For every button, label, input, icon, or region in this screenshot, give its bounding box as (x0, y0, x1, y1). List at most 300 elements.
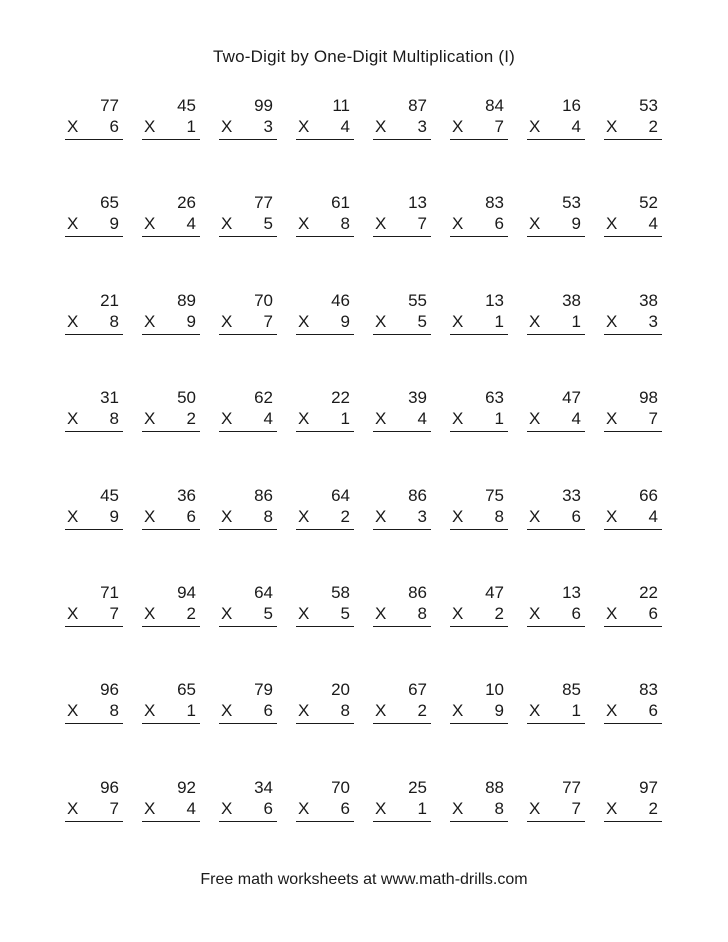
multiplication-problem (296, 778, 354, 838)
multiplicand: 13 (408, 193, 427, 213)
multiplier: 4 (340, 117, 350, 136)
multiplication-problem (65, 291, 123, 351)
multiplicand: 55 (408, 290, 427, 310)
times-sign: X (298, 798, 310, 818)
multiplication-problem (142, 680, 200, 740)
multiplier: 8 (109, 701, 119, 721)
multiplication-problem (219, 193, 277, 253)
multiplication-problem (450, 193, 508, 253)
multiplier: 6 (648, 603, 658, 623)
multiplier: 9 (109, 214, 119, 234)
multiplicand: 62 (254, 388, 273, 408)
multiplier: 7 (494, 117, 504, 136)
multiplication-problem (219, 388, 277, 448)
multiplier: 1 (186, 701, 196, 721)
times-sign: X (375, 409, 387, 429)
answer-rule (604, 723, 662, 724)
answer-rule (142, 431, 200, 432)
answer-rule (450, 529, 508, 530)
multiplier-line (296, 507, 350, 527)
multiplier-line (450, 409, 504, 429)
multiplicand: 22 (639, 582, 658, 602)
times-sign: X (606, 701, 618, 721)
multiplicand: 45 (177, 96, 196, 115)
answer-rule (450, 334, 508, 335)
times-sign: X (606, 117, 618, 136)
multiplicand: 77 (562, 777, 581, 797)
multiplier-line (604, 507, 658, 527)
multiplier-line (373, 799, 427, 819)
times-sign: X (221, 409, 233, 429)
times-sign: X (221, 506, 233, 526)
multiplication-problem (142, 778, 200, 838)
multiplier-line (219, 507, 273, 527)
answer-rule (219, 139, 277, 140)
multiplier-line (527, 117, 581, 137)
answer-rule (373, 529, 431, 530)
multiplier: 8 (340, 701, 350, 721)
multiplication-problem (373, 486, 431, 546)
multiplier: 2 (186, 603, 196, 623)
answer-rule (296, 431, 354, 432)
multiplication-problem (65, 680, 123, 740)
multiplicand: 64 (254, 582, 273, 602)
multiplicand: 89 (177, 290, 196, 310)
multiplicand: 53 (562, 193, 581, 213)
multiplier: 1 (571, 701, 581, 721)
multiplier: 6 (571, 506, 581, 526)
multiplicand: 77 (254, 193, 273, 213)
multiplier-line (373, 701, 427, 721)
multiplier-line (527, 214, 581, 234)
multiplier: 9 (494, 701, 504, 721)
answer-rule (450, 723, 508, 724)
multiplication-problem (604, 583, 662, 643)
answer-rule (527, 821, 585, 822)
multiplier-line (527, 507, 581, 527)
multiplier: 4 (648, 506, 658, 526)
multiplier: 4 (571, 117, 581, 136)
multiplier-line (296, 409, 350, 429)
multiplier: 6 (494, 214, 504, 234)
multiplier: 1 (186, 117, 196, 136)
times-sign: X (529, 311, 541, 331)
multiplicand: 92 (177, 777, 196, 797)
multiplicand: 13 (562, 582, 581, 602)
times-sign: X (298, 117, 310, 136)
problem-grid (65, 96, 660, 875)
multiplier-line (219, 799, 273, 819)
multiplier-line (373, 604, 427, 624)
multiplier: 7 (648, 409, 658, 429)
multiplication-problem (142, 583, 200, 643)
multiplier: 4 (417, 409, 427, 429)
multiplicand: 31 (100, 388, 119, 408)
times-sign: X (375, 214, 387, 234)
times-sign: X (452, 506, 464, 526)
multiplier-line (219, 117, 273, 137)
multiplier-line (65, 409, 119, 429)
multiplication-problem (373, 96, 431, 156)
times-sign: X (375, 311, 387, 331)
multiplier: 8 (417, 603, 427, 623)
multiplication-problem (296, 96, 354, 156)
times-sign: X (298, 603, 310, 623)
multiplier-line (373, 409, 427, 429)
multiplier: 1 (340, 409, 350, 429)
multiplicand: 99 (254, 96, 273, 115)
multiplier-line (296, 117, 350, 137)
multiplier-line (65, 701, 119, 721)
multiplicand: 84 (485, 96, 504, 115)
answer-rule (142, 529, 200, 530)
answer-rule (450, 236, 508, 237)
multiplier-line (142, 117, 196, 137)
multiplicand: 63 (485, 388, 504, 408)
multiplication-problem (450, 486, 508, 546)
multiplication-problem (604, 778, 662, 838)
times-sign: X (298, 506, 310, 526)
multiplier-line (604, 117, 658, 137)
multiplicand: 94 (177, 582, 196, 602)
multiplicand: 86 (408, 582, 427, 602)
times-sign: X (529, 603, 541, 623)
multiplier: 2 (648, 798, 658, 818)
multiplier-line (604, 312, 658, 332)
multiplicand: 38 (639, 290, 658, 310)
multiplication-problem (604, 291, 662, 351)
times-sign: X (375, 603, 387, 623)
multiplier-line (296, 701, 350, 721)
answer-rule (296, 821, 354, 822)
multiplier-line (450, 604, 504, 624)
answer-rule (604, 334, 662, 335)
times-sign: X (67, 117, 79, 136)
multiplicand: 77 (100, 96, 119, 115)
times-sign: X (375, 701, 387, 721)
multiplier: 2 (186, 409, 196, 429)
multiplier-line (219, 312, 273, 332)
multiplier-line (527, 701, 581, 721)
answer-rule (604, 821, 662, 822)
answer-rule (219, 431, 277, 432)
multiplication-problem (604, 680, 662, 740)
times-sign: X (144, 603, 156, 623)
multiplicand: 21 (100, 290, 119, 310)
answer-rule (527, 139, 585, 140)
times-sign: X (221, 701, 233, 721)
times-sign: X (606, 409, 618, 429)
worksheet-title: Two-Digit by One-Digit Multiplication (I) (212, 47, 515, 66)
multiplicand: 70 (254, 290, 273, 310)
multiplication-problem (604, 96, 662, 156)
times-sign: X (606, 798, 618, 818)
times-sign: X (67, 311, 79, 331)
times-sign: X (452, 603, 464, 623)
multiplication-problem (142, 193, 200, 253)
times-sign: X (221, 798, 233, 818)
multiplication-problem (296, 193, 354, 253)
multiplier: 3 (417, 506, 427, 526)
answer-rule (142, 626, 200, 627)
multiplier: 1 (494, 409, 504, 429)
multiplier: 6 (648, 701, 658, 721)
answer-rule (296, 236, 354, 237)
multiplier: 2 (340, 506, 350, 526)
answer-rule (219, 723, 277, 724)
multiplication-problem (373, 388, 431, 448)
answer-rule (527, 529, 585, 530)
multiplication-problem (65, 388, 123, 448)
times-sign: X (529, 701, 541, 721)
multiplier-line (142, 507, 196, 527)
multiplier: 5 (263, 603, 273, 623)
times-sign: X (452, 117, 464, 136)
answer-rule (450, 139, 508, 140)
times-sign: X (67, 701, 79, 721)
multiplier-line (604, 701, 658, 721)
multiplication-problem (373, 193, 431, 253)
multiplicand: 79 (254, 680, 273, 700)
multiplier-line (219, 701, 273, 721)
multiplicand: 33 (562, 485, 581, 505)
multiplicand: 65 (100, 193, 119, 213)
multiplier-line (373, 214, 427, 234)
multiplication-problem (142, 96, 200, 156)
answer-rule (373, 431, 431, 432)
multiplier-line (65, 312, 119, 332)
multiplication-problem (527, 583, 585, 643)
times-sign: X (221, 117, 233, 136)
multiplier: 2 (417, 701, 427, 721)
answer-rule (373, 723, 431, 724)
multiplicand: 38 (562, 290, 581, 310)
answer-rule (604, 529, 662, 530)
answer-rule (296, 529, 354, 530)
answer-rule (450, 626, 508, 627)
multiplier: 4 (571, 409, 581, 429)
answer-rule (604, 139, 662, 140)
times-sign: X (452, 701, 464, 721)
multiplier-line (604, 214, 658, 234)
multiplication-problem (296, 388, 354, 448)
multiplicand: 75 (485, 485, 504, 505)
answer-rule (219, 334, 277, 335)
times-sign: X (529, 506, 541, 526)
answer-rule (604, 431, 662, 432)
answer-rule (450, 821, 508, 822)
answer-rule (373, 236, 431, 237)
multiplier-line (296, 214, 350, 234)
multiplication-problem (219, 778, 277, 838)
multiplier-line (219, 409, 273, 429)
multiplication-problem (604, 388, 662, 448)
multiplier-line (142, 604, 196, 624)
multiplicand: 53 (639, 96, 658, 115)
multiplication-problem (450, 583, 508, 643)
multiplicand: 86 (254, 485, 273, 505)
multiplicand: 26 (177, 193, 196, 213)
answer-rule (527, 334, 585, 335)
multiplier: 4 (648, 214, 658, 234)
times-sign: X (144, 214, 156, 234)
multiplier-line (142, 799, 196, 819)
answer-rule (373, 821, 431, 822)
multiplier-line (65, 214, 119, 234)
multiplier: 6 (186, 506, 196, 526)
multiplier: 8 (494, 798, 504, 818)
multiplication-problem (219, 486, 277, 546)
multiplicand: 25 (408, 777, 427, 797)
multiplier: 8 (109, 311, 119, 331)
times-sign: X (375, 798, 387, 818)
answer-rule (373, 334, 431, 335)
multiplicand: 45 (100, 485, 119, 505)
multiplicand: 83 (485, 193, 504, 213)
multiplicand: 10 (485, 680, 504, 700)
multiplication-problem (527, 291, 585, 351)
multiplication-problem (527, 96, 585, 156)
multiplicand: 58 (331, 582, 350, 602)
multiplier: 6 (263, 701, 273, 721)
answer-rule (142, 334, 200, 335)
multiplication-problem (450, 680, 508, 740)
times-sign: X (298, 409, 310, 429)
multiplication-problem (219, 680, 277, 740)
times-sign: X (221, 603, 233, 623)
multiplier-line (604, 799, 658, 819)
multiplier-line (450, 701, 504, 721)
times-sign: X (529, 117, 541, 136)
times-sign: X (67, 603, 79, 623)
times-sign: X (529, 409, 541, 429)
multiplication-problem (527, 486, 585, 546)
multiplicand: 52 (639, 193, 658, 213)
times-sign: X (375, 506, 387, 526)
multiplication-problem (65, 778, 123, 838)
answer-rule (219, 236, 277, 237)
answer-rule (142, 723, 200, 724)
multiplication-problem (527, 193, 585, 253)
multiplier-line (604, 604, 658, 624)
multiplication-problem (604, 486, 662, 546)
multiplication-problem (373, 778, 431, 838)
multiplier-line (296, 312, 350, 332)
multiplier-line (373, 117, 427, 137)
times-sign: X (452, 409, 464, 429)
multiplicand: 11 (332, 96, 350, 115)
times-sign: X (67, 409, 79, 429)
multiplier: 4 (186, 214, 196, 234)
multiplication-problem (450, 291, 508, 351)
multiplier: 9 (109, 506, 119, 526)
times-sign: X (221, 311, 233, 331)
multiplicand: 66 (639, 485, 658, 505)
multiplicand: 85 (562, 680, 581, 700)
multiplier-line (219, 604, 273, 624)
multiplicand: 61 (331, 193, 350, 213)
answer-rule (527, 723, 585, 724)
times-sign: X (452, 214, 464, 234)
multiplier-line (65, 604, 119, 624)
multiplier-line (450, 507, 504, 527)
times-sign: X (606, 311, 618, 331)
multiplication-problem (373, 680, 431, 740)
multiplier: 8 (494, 506, 504, 526)
multiplicand: 13 (485, 290, 504, 310)
times-sign: X (221, 214, 233, 234)
multiplicand: 88 (485, 777, 504, 797)
footer-text: Free math worksheets at www.math-drills.com (200, 871, 528, 888)
times-sign: X (529, 798, 541, 818)
times-sign: X (452, 798, 464, 818)
multiplier-line (142, 409, 196, 429)
answer-rule (373, 139, 431, 140)
multiplier-line (142, 312, 196, 332)
multiplier-line (142, 214, 196, 234)
multiplier-line (142, 701, 196, 721)
multiplier: 8 (340, 214, 350, 234)
multiplier: 7 (571, 798, 581, 818)
multiplier-line (65, 117, 119, 137)
multiplier-line (373, 507, 427, 527)
answer-rule (296, 139, 354, 140)
times-sign: X (144, 311, 156, 331)
times-sign: X (298, 311, 310, 331)
times-sign: X (144, 506, 156, 526)
multiplicand: 16 (562, 96, 581, 115)
answer-rule (142, 821, 200, 822)
multiplier: 3 (648, 311, 658, 331)
answer-rule (219, 821, 277, 822)
times-sign: X (144, 701, 156, 721)
multiplier-line (65, 799, 119, 819)
multiplication-problem (527, 388, 585, 448)
multiplicand: 65 (177, 680, 196, 700)
multiplication-problem (373, 291, 431, 351)
multiplier-line (527, 312, 581, 332)
multiplier: 8 (263, 506, 273, 526)
multiplicand: 87 (408, 96, 427, 115)
times-sign: X (606, 603, 618, 623)
multiplicand: 71 (100, 582, 119, 602)
multiplier: 4 (263, 409, 273, 429)
multiplier: 2 (494, 603, 504, 623)
times-sign: X (67, 506, 79, 526)
answer-rule (527, 431, 585, 432)
multiplication-problem (219, 291, 277, 351)
answer-rule (65, 626, 123, 627)
multiplicand: 96 (100, 777, 119, 797)
multiplicand: 46 (331, 290, 350, 310)
multiplication-problem (296, 291, 354, 351)
answer-rule (65, 431, 123, 432)
multiplier-line (450, 312, 504, 332)
multiplier: 7 (417, 214, 427, 234)
answer-rule (65, 821, 123, 822)
answer-rule (65, 529, 123, 530)
times-sign: X (144, 409, 156, 429)
answer-rule (65, 139, 123, 140)
answer-rule (142, 236, 200, 237)
answer-rule (527, 626, 585, 627)
multiplicand: 96 (100, 680, 119, 700)
multiplier: 6 (109, 117, 119, 136)
times-sign: X (452, 311, 464, 331)
times-sign: X (606, 214, 618, 234)
answer-rule (604, 236, 662, 237)
multiplier-line (527, 409, 581, 429)
